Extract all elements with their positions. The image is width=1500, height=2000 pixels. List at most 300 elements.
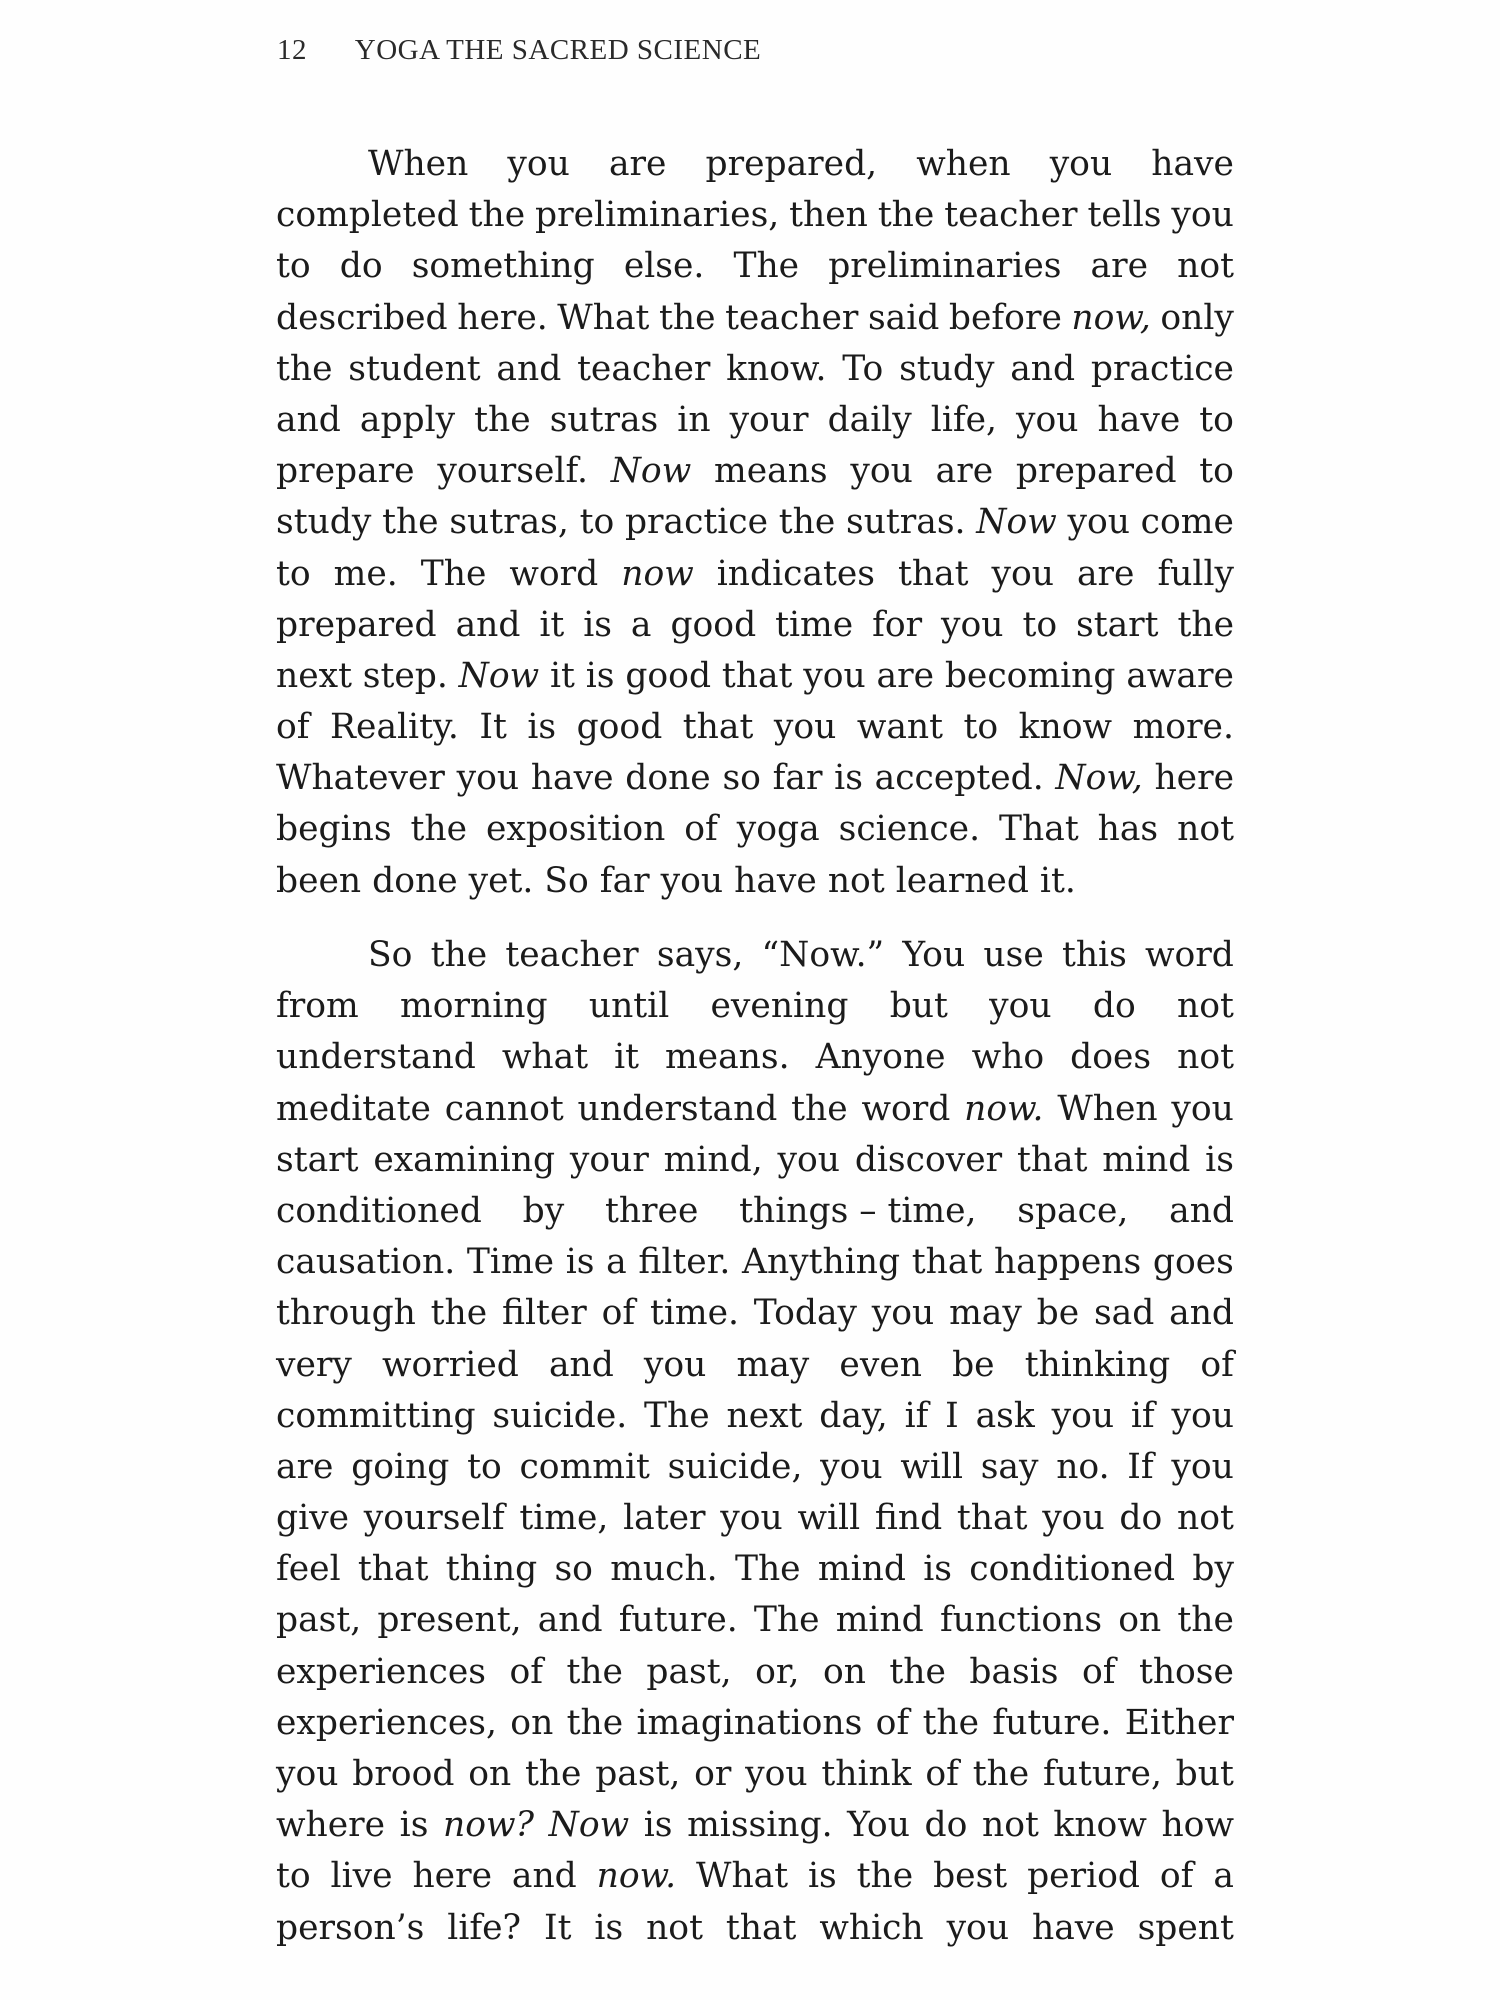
word: If bbox=[1127, 1446, 1154, 1487]
word: spent bbox=[1137, 1907, 1234, 1948]
word: know bbox=[1018, 707, 1113, 748]
word: the bbox=[468, 195, 526, 236]
word: that bbox=[897, 553, 969, 594]
word: if bbox=[904, 1395, 929, 1436]
word: you bbox=[1171, 1395, 1234, 1436]
word: you bbox=[660, 860, 724, 901]
word: the bbox=[430, 1293, 488, 1334]
word: the bbox=[877, 195, 935, 236]
word: preliminaries, bbox=[535, 195, 780, 236]
word: of bbox=[276, 707, 310, 748]
word: use bbox=[983, 935, 1044, 975]
word: been bbox=[276, 860, 362, 901]
text-line bbox=[276, 139, 1234, 190]
text-line bbox=[276, 702, 1234, 753]
word: that bbox=[911, 1242, 983, 1283]
word: you bbox=[1049, 144, 1113, 184]
word: to bbox=[579, 502, 615, 543]
word: want bbox=[856, 707, 943, 748]
word: thinking bbox=[1024, 1344, 1171, 1385]
text-line bbox=[276, 753, 1234, 804]
word: the bbox=[566, 1702, 624, 1743]
word: sutras bbox=[549, 399, 659, 440]
word: good bbox=[625, 655, 712, 696]
word: and bbox=[455, 604, 521, 645]
word: by bbox=[1192, 1549, 1234, 1590]
word: you bbox=[777, 1139, 840, 1180]
word: preliminaries bbox=[828, 246, 1062, 287]
word: has bbox=[1097, 809, 1159, 850]
italic-word: Now, bbox=[1055, 758, 1143, 799]
word: is bbox=[583, 604, 612, 645]
word: to bbox=[467, 1446, 502, 1487]
word: past, bbox=[646, 1651, 732, 1692]
word: exposition bbox=[485, 809, 666, 850]
word: are bbox=[876, 655, 935, 696]
word: you bbox=[850, 451, 913, 492]
word: mind bbox=[835, 1600, 924, 1641]
word: the bbox=[972, 1754, 1030, 1794]
word: word bbox=[861, 1088, 951, 1129]
word: Either bbox=[1124, 1702, 1234, 1743]
word: you bbox=[803, 655, 866, 696]
word: indicates bbox=[716, 553, 875, 594]
word: who bbox=[971, 1037, 1045, 1078]
word: understand bbox=[276, 1037, 476, 1078]
word: study bbox=[899, 348, 995, 389]
word: examining bbox=[373, 1139, 556, 1180]
text-line bbox=[276, 1647, 1234, 1698]
word: Today bbox=[753, 1293, 857, 1334]
word: are bbox=[608, 144, 667, 184]
italic-word: Now bbox=[610, 451, 692, 492]
word: do bbox=[1092, 986, 1136, 1027]
word: It bbox=[479, 707, 507, 748]
word: not bbox=[646, 1907, 703, 1948]
word: no. bbox=[1056, 1446, 1110, 1487]
word: of bbox=[1159, 1856, 1194, 1897]
word: this bbox=[1061, 935, 1127, 975]
word: you bbox=[507, 144, 570, 184]
word: brood bbox=[352, 1754, 455, 1794]
text-line bbox=[276, 1442, 1234, 1493]
word: not bbox=[981, 1805, 1039, 1846]
word: mind bbox=[817, 1549, 906, 1590]
word: What bbox=[557, 297, 650, 338]
word: do bbox=[924, 1805, 968, 1846]
word: apply bbox=[359, 399, 456, 440]
word: the bbox=[1177, 604, 1234, 645]
italic-word: now? bbox=[443, 1805, 535, 1846]
word: you bbox=[946, 1907, 1010, 1948]
italic-word: now. bbox=[964, 1088, 1044, 1129]
word: yoga bbox=[736, 809, 820, 850]
word: in bbox=[677, 399, 711, 440]
word: through bbox=[276, 1293, 416, 1334]
text-line bbox=[276, 446, 1234, 497]
italic-word: now. bbox=[596, 1856, 677, 1897]
word: is bbox=[808, 1856, 837, 1897]
text-line bbox=[276, 395, 1234, 446]
word: are bbox=[276, 1446, 334, 1487]
word: The bbox=[420, 553, 487, 594]
word: not bbox=[1177, 1037, 1234, 1078]
word: sutras. bbox=[846, 502, 966, 543]
word: cannot bbox=[444, 1088, 564, 1129]
word: but bbox=[1175, 1754, 1234, 1794]
word: word bbox=[509, 553, 599, 594]
running-header bbox=[277, 34, 761, 67]
word: teacher bbox=[577, 348, 711, 389]
word: and bbox=[537, 1600, 603, 1641]
word: it bbox=[614, 1037, 639, 1078]
word: done bbox=[625, 758, 711, 799]
word: much. bbox=[610, 1549, 718, 1590]
word: becoming bbox=[944, 655, 1116, 696]
word: start bbox=[276, 1139, 359, 1180]
word: study bbox=[276, 502, 372, 543]
word: past, bbox=[595, 1754, 681, 1794]
word: give bbox=[276, 1498, 350, 1539]
word: space, bbox=[1017, 1190, 1129, 1231]
word: that bbox=[1016, 1139, 1088, 1180]
word: have bbox=[1097, 399, 1181, 440]
word: are bbox=[935, 451, 994, 492]
word: you bbox=[871, 1293, 935, 1334]
word: happens bbox=[993, 1242, 1142, 1283]
word: The bbox=[733, 246, 800, 287]
word: future, bbox=[1042, 1754, 1162, 1794]
word: to bbox=[276, 1856, 311, 1897]
word: that bbox=[721, 655, 793, 696]
word: do bbox=[339, 246, 383, 287]
word: then bbox=[789, 195, 868, 236]
word: me. bbox=[333, 553, 398, 594]
word: is bbox=[565, 1242, 595, 1283]
word: and bbox=[276, 399, 341, 440]
word: of bbox=[601, 1293, 636, 1334]
word: a bbox=[1213, 1856, 1234, 1897]
word: to bbox=[1022, 604, 1058, 645]
word: only bbox=[1160, 297, 1234, 338]
word: learned bbox=[895, 860, 1029, 901]
word: worried bbox=[382, 1344, 519, 1385]
word: you bbox=[643, 1344, 707, 1385]
word: to bbox=[963, 707, 999, 748]
word: practice bbox=[624, 502, 769, 543]
word: yourself. bbox=[437, 451, 588, 492]
word: start bbox=[1076, 604, 1159, 645]
word: you bbox=[1171, 1446, 1234, 1487]
word: yourself bbox=[363, 1498, 505, 1539]
word: to bbox=[1199, 399, 1234, 440]
word: You bbox=[902, 935, 966, 975]
word: period bbox=[1027, 1856, 1140, 1897]
word: is bbox=[923, 1549, 952, 1590]
word: present, bbox=[377, 1600, 522, 1641]
word: what bbox=[501, 1037, 589, 1078]
word: You bbox=[847, 1805, 910, 1846]
text-line bbox=[276, 651, 1234, 702]
text-line bbox=[276, 1851, 1234, 1902]
word: commit bbox=[519, 1446, 650, 1487]
word: you bbox=[1051, 1395, 1115, 1436]
paragraph-2 bbox=[276, 930, 1234, 1954]
text-line bbox=[276, 856, 1234, 907]
word: mind, bbox=[663, 1139, 763, 1180]
word: you bbox=[941, 604, 1004, 645]
word: the bbox=[778, 502, 836, 543]
text-line bbox=[276, 293, 1234, 344]
text-line bbox=[276, 1032, 1234, 1083]
word: discover bbox=[854, 1139, 1003, 1180]
word: you bbox=[1171, 195, 1234, 236]
word: is bbox=[585, 655, 615, 696]
word: filter. bbox=[638, 1242, 731, 1283]
word: to bbox=[1199, 451, 1234, 492]
text-line bbox=[276, 1800, 1234, 1851]
word: to bbox=[276, 553, 311, 594]
word: three bbox=[604, 1190, 699, 1231]
word: is bbox=[399, 1805, 429, 1846]
word: committing bbox=[276, 1395, 476, 1436]
word: your bbox=[729, 399, 809, 440]
word: is bbox=[594, 1907, 624, 1948]
text-line bbox=[276, 1237, 1234, 1288]
word: time. bbox=[649, 1293, 739, 1334]
word: find bbox=[874, 1498, 943, 1539]
text-line bbox=[276, 600, 1234, 651]
word: means bbox=[714, 451, 828, 492]
text-line bbox=[276, 981, 1234, 1032]
word: be bbox=[952, 1344, 995, 1385]
word: conditioned bbox=[276, 1190, 482, 1231]
word: you bbox=[745, 1754, 808, 1794]
word: the bbox=[524, 1754, 582, 1794]
word: here bbox=[412, 1856, 492, 1897]
word: else. bbox=[623, 246, 705, 287]
word: live bbox=[330, 1856, 393, 1897]
word: even bbox=[839, 1344, 922, 1385]
text-line bbox=[276, 344, 1234, 395]
word: life? bbox=[447, 1907, 522, 1948]
text-line bbox=[276, 549, 1234, 600]
word: far bbox=[599, 860, 650, 901]
word: you bbox=[989, 986, 1052, 1027]
word: but bbox=[889, 986, 948, 1027]
word: of bbox=[509, 1651, 543, 1692]
word: The bbox=[734, 1549, 801, 1590]
word: of bbox=[875, 1702, 910, 1743]
word: know bbox=[1053, 1805, 1147, 1846]
word: the bbox=[276, 348, 333, 389]
word: So bbox=[544, 860, 589, 901]
word: on bbox=[1118, 1600, 1162, 1641]
word: it bbox=[539, 604, 565, 645]
word: when bbox=[916, 144, 1011, 184]
word: the bbox=[474, 399, 531, 440]
word: experiences bbox=[276, 1651, 486, 1692]
word: person’s bbox=[276, 1907, 425, 1948]
word: the bbox=[566, 1651, 623, 1692]
text-line bbox=[276, 804, 1234, 855]
text-line bbox=[276, 1391, 1234, 1442]
text-line bbox=[276, 1493, 1234, 1544]
word: thing bbox=[445, 1549, 538, 1590]
text-line bbox=[276, 1595, 1234, 1646]
word: is bbox=[527, 707, 557, 748]
word: something bbox=[411, 246, 595, 287]
word: feel bbox=[276, 1549, 341, 1590]
word: morning bbox=[400, 986, 548, 1027]
word: you bbox=[991, 553, 1054, 594]
text-line bbox=[276, 1135, 1234, 1186]
word: you bbox=[820, 1446, 883, 1487]
text-line bbox=[276, 930, 1234, 981]
word: prepared bbox=[276, 604, 437, 645]
word: you bbox=[1171, 1088, 1234, 1129]
word: say bbox=[980, 1446, 1039, 1487]
word: think bbox=[821, 1754, 912, 1794]
word: that bbox=[357, 1549, 429, 1590]
word: that bbox=[956, 1498, 1028, 1539]
text-line bbox=[276, 190, 1234, 241]
word: next bbox=[726, 1395, 803, 1436]
word: tells bbox=[1087, 195, 1162, 236]
word: that bbox=[725, 1907, 797, 1948]
word: future. bbox=[618, 1600, 738, 1641]
word: be bbox=[1036, 1293, 1080, 1334]
word: from bbox=[276, 986, 359, 1027]
running-title: YOGA THE SACRED SCIENCE bbox=[354, 34, 762, 66]
word: far bbox=[772, 758, 823, 799]
word: so bbox=[722, 758, 761, 799]
word: you bbox=[720, 1498, 783, 1539]
text-line bbox=[276, 497, 1234, 548]
word: fully bbox=[1157, 553, 1234, 594]
text-line bbox=[276, 1749, 1234, 1800]
word: here bbox=[1154, 758, 1234, 799]
word: here. bbox=[457, 297, 548, 338]
word: have bbox=[1031, 1907, 1115, 1948]
word: prepare bbox=[276, 451, 415, 492]
word: on bbox=[510, 1702, 554, 1743]
word: sad bbox=[1093, 1293, 1155, 1334]
text-line bbox=[276, 1186, 1234, 1237]
text-line bbox=[276, 1084, 1234, 1135]
word: will bbox=[900, 1446, 963, 1487]
word: come bbox=[1140, 502, 1234, 543]
word: and bbox=[1169, 1293, 1234, 1334]
word: and bbox=[1010, 348, 1076, 389]
word: good bbox=[670, 604, 757, 645]
word: What bbox=[695, 1856, 789, 1897]
word: the bbox=[791, 1088, 848, 1129]
word: you bbox=[276, 1754, 339, 1794]
word: have bbox=[530, 758, 614, 799]
word: When bbox=[368, 144, 469, 184]
word: So bbox=[368, 935, 413, 975]
word: understand bbox=[577, 1088, 778, 1129]
word: done bbox=[372, 860, 458, 901]
word: conditioned bbox=[969, 1549, 1176, 1590]
word: a bbox=[630, 604, 652, 645]
word: causation. bbox=[276, 1242, 456, 1283]
text-line bbox=[276, 1698, 1234, 1749]
word: ask bbox=[975, 1395, 1035, 1436]
word: the bbox=[856, 1856, 914, 1897]
word: going bbox=[351, 1446, 450, 1487]
page-number: 12 bbox=[277, 34, 307, 66]
word: future. bbox=[992, 1702, 1112, 1743]
word: more. bbox=[1132, 707, 1234, 748]
word: the bbox=[410, 809, 468, 850]
word: is bbox=[834, 758, 863, 799]
word: functions bbox=[939, 1600, 1103, 1641]
word: that bbox=[682, 707, 754, 748]
word: experiences, bbox=[276, 1702, 497, 1743]
word: of bbox=[684, 809, 718, 850]
word: The bbox=[644, 1395, 710, 1436]
word: evening bbox=[710, 986, 849, 1027]
word: the bbox=[382, 502, 439, 543]
word: you bbox=[1067, 502, 1130, 543]
word: described bbox=[276, 297, 448, 338]
word: have bbox=[734, 860, 817, 901]
word: goes bbox=[1152, 1242, 1234, 1283]
word: does bbox=[1070, 1037, 1152, 1078]
word: best bbox=[933, 1856, 1008, 1897]
word: your bbox=[569, 1139, 649, 1180]
word: a bbox=[606, 1242, 627, 1283]
italic-word: Now bbox=[548, 1805, 630, 1846]
word: daily bbox=[827, 399, 912, 440]
word: begins bbox=[276, 809, 392, 850]
word: things – time, bbox=[739, 1190, 977, 1231]
word: and bbox=[511, 1856, 577, 1897]
word: know. bbox=[726, 348, 827, 389]
word: When bbox=[1057, 1088, 1158, 1129]
word: may bbox=[736, 1344, 810, 1385]
word: suicide. bbox=[492, 1395, 628, 1436]
text-line bbox=[276, 1340, 1234, 1391]
word: day, bbox=[819, 1395, 888, 1436]
word: until bbox=[588, 986, 670, 1027]
word: on bbox=[822, 1651, 866, 1692]
word: which bbox=[819, 1907, 924, 1948]
word: completed bbox=[276, 195, 459, 236]
word: and bbox=[548, 1344, 614, 1385]
word: those bbox=[1138, 1651, 1234, 1692]
word: It bbox=[543, 1907, 572, 1948]
word: the bbox=[658, 297, 716, 338]
word: are bbox=[1090, 246, 1149, 287]
word: is bbox=[1205, 1139, 1234, 1180]
word: next bbox=[276, 655, 352, 696]
word: aware bbox=[1126, 655, 1234, 696]
word: it. bbox=[1039, 860, 1076, 901]
word: time, bbox=[519, 1498, 609, 1539]
word: are bbox=[1076, 553, 1135, 594]
word: teacher bbox=[505, 935, 639, 975]
word: Reality. bbox=[330, 707, 459, 748]
word: accepted. bbox=[874, 758, 1044, 799]
word: of bbox=[1200, 1344, 1234, 1385]
word: mind bbox=[1102, 1139, 1191, 1180]
word: so bbox=[554, 1549, 593, 1590]
word: meditate bbox=[276, 1088, 431, 1129]
word: very bbox=[276, 1344, 352, 1385]
